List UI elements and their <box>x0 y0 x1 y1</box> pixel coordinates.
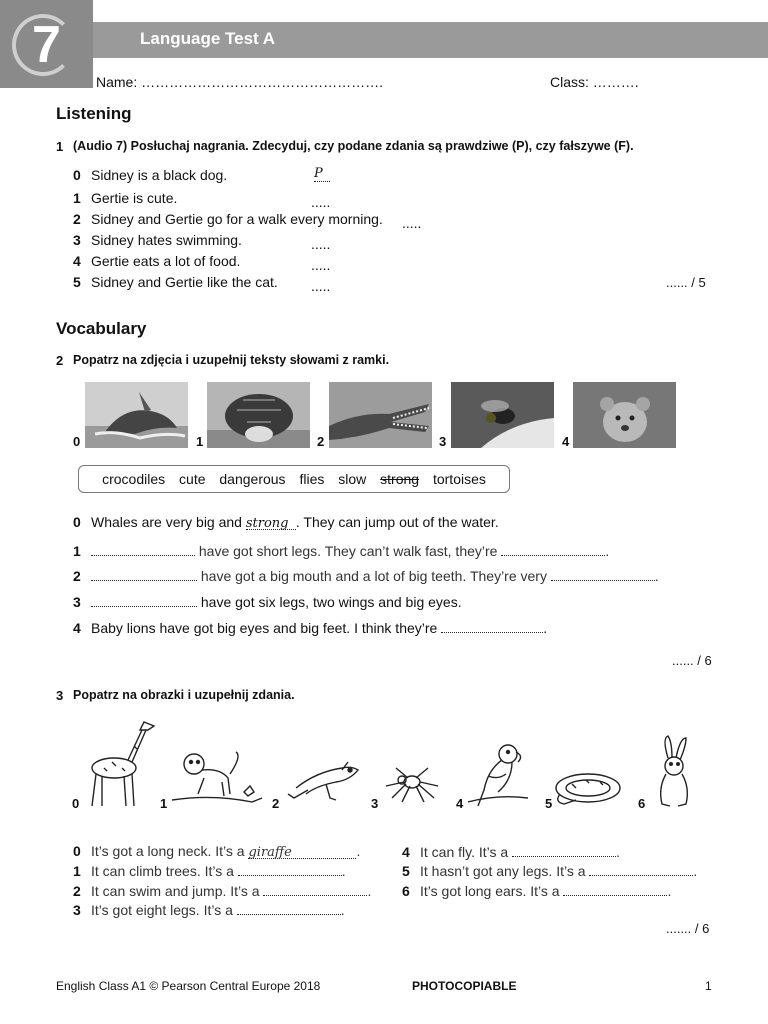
picture-label-0: 0 <box>72 796 80 811</box>
vocabulary-heading: Vocabulary <box>56 319 147 338</box>
q3-sentence-2: 2 It can swim and jump. It’s a . <box>73 883 372 899</box>
picture-label-1: 1 <box>160 796 168 811</box>
name-field[interactable]: Name: ……………………………………………. <box>96 74 384 90</box>
q1-answer-3[interactable]: ..... <box>311 236 331 252</box>
unit-number: 7 <box>32 16 61 74</box>
q2-sentence-3: 3 have got six legs, two wings and big eyes. <box>73 594 462 610</box>
q2-blank-4[interactable] <box>441 618 543 633</box>
picture-monkey <box>172 748 264 813</box>
q1-item-0: 0 Sidney is a black dog. <box>73 167 228 183</box>
picture-parrot <box>468 740 530 815</box>
q3-sentence-4: 4 It can fly. It’s a . <box>402 844 620 860</box>
footer-copyright: English Class A1 © Pearson Central Europe 2018 <box>56 979 321 993</box>
photo-label-4: 4 <box>562 434 570 449</box>
q2-number: 2 <box>56 353 64 368</box>
word-dangerous: dangerous <box>219 471 286 487</box>
photo-lion-cub <box>573 382 676 448</box>
q2-sentence-0: 0 Whales are very big and strong . They can jump out of the water. <box>73 514 499 531</box>
q3-sentence-6: 6 It’s got long ears. It’s a . <box>402 883 672 899</box>
q3-sentence-3: 3 It’s got eight legs. It’s a . <box>73 902 345 918</box>
q2-answer-0: strong <box>246 515 296 530</box>
q2-blank-2b[interactable] <box>551 566 655 581</box>
photo-label-1: 1 <box>196 434 204 449</box>
listening-heading: Listening <box>56 104 132 123</box>
q2-score: ...... / 6 <box>672 653 712 668</box>
photo-label-0: 0 <box>73 434 81 449</box>
q1-answer-4[interactable]: ..... <box>311 257 331 273</box>
q1-answer-2[interactable]: ..... <box>402 215 422 231</box>
q1-instruction: (Audio 7) Posłuchaj nagrania. Zdecyduj, czy podane zdania są prawdziwe (P), czy fałszywe (F). <box>73 139 634 153</box>
photo-fly <box>451 382 554 448</box>
word-flies: flies <box>299 471 325 487</box>
q3-blank-5[interactable] <box>589 861 693 876</box>
q2-sentence-2: 2 have got a big mouth and a lot of big teeth. They’re very . <box>73 568 659 584</box>
q1-item-4: 4 Gertie eats a lot of food. <box>73 253 241 269</box>
q1-answer-1[interactable]: ..... <box>311 194 331 210</box>
q3-blank-2[interactable] <box>263 881 367 896</box>
footer-photocopiable: PHOTOCOPIABLE <box>412 979 517 993</box>
picture-frog <box>286 758 362 809</box>
word-tortoises: tortoises <box>432 471 486 487</box>
q1-item-2: 2 Sidney and Gertie go for a walk every morning. <box>73 211 383 227</box>
word-crocodiles: crocodiles <box>102 471 166 487</box>
q3-blank-4[interactable] <box>512 842 616 857</box>
q1-item-5: 5 Sidney and Gertie like the cat. <box>73 274 278 290</box>
word-slow: slow <box>338 471 367 487</box>
word-box <box>78 465 510 493</box>
photo-crocodile <box>329 382 432 448</box>
picture-label-4: 4 <box>456 796 464 811</box>
class-field[interactable]: Class: ………. <box>550 74 639 90</box>
q1-item-3: 3 Sidney hates swimming. <box>73 232 242 248</box>
picture-label-3: 3 <box>371 796 379 811</box>
q1-score: ...... / 5 <box>666 275 706 290</box>
q2-sentence-4: 4 Baby lions have got big eyes and big feet. I think they’re . <box>73 620 548 636</box>
q3-blank-1[interactable] <box>238 861 342 876</box>
q1-answer-5[interactable]: ..... <box>311 278 331 294</box>
word-cute: cute <box>179 471 206 487</box>
photo-whale <box>85 382 188 448</box>
q2-blank-1a[interactable] <box>91 541 195 556</box>
q3-score: ....... / 6 <box>666 921 710 936</box>
picture-spider <box>382 764 442 809</box>
picture-label-5: 5 <box>545 796 553 811</box>
q3-blank-6[interactable] <box>563 881 667 896</box>
picture-giraffe <box>84 716 158 813</box>
page-title: Language Test A <box>140 29 276 48</box>
photo-label-2: 2 <box>317 434 325 449</box>
word-strong-struck: strong <box>380 471 420 487</box>
q3-answer-0: giraffe <box>248 844 356 859</box>
q2-blank-1b[interactable] <box>501 541 605 556</box>
q2-blank-2a[interactable] <box>91 566 197 581</box>
q3-instruction: Popatrz na obrazki i uzupełnij zdania. <box>73 688 295 702</box>
q2-sentence-1: 1 have got short legs. They can’t walk fast, they’re . <box>73 543 610 559</box>
q1-number: 1 <box>56 139 64 154</box>
q2-blank-3a[interactable] <box>91 592 197 607</box>
picture-label-2: 2 <box>272 796 280 811</box>
picture-snake <box>552 768 626 813</box>
q1-answer-0: P <box>314 166 330 182</box>
page-number: 1 <box>705 979 712 993</box>
q2-instruction: Popatrz na zdjęcia i uzupełnij teksty słowami z ramki. <box>73 353 390 367</box>
photo-label-3: 3 <box>439 434 447 449</box>
photo-tortoise <box>207 382 310 448</box>
q3-number: 3 <box>56 688 64 703</box>
q3-sentence-5: 5 It hasn’t got any legs. It’s a . <box>402 863 698 879</box>
q3-sentence-0: 0 It’s got a long neck. It’s a giraffe . <box>73 843 361 860</box>
q3-sentence-1: 1 It can climb trees. It’s a . <box>73 863 346 879</box>
q1-item-1: 1 Gertie is cute. <box>73 190 178 206</box>
picture-rabbit <box>650 734 696 815</box>
picture-label-6: 6 <box>638 796 646 811</box>
q3-blank-3[interactable] <box>237 900 341 915</box>
